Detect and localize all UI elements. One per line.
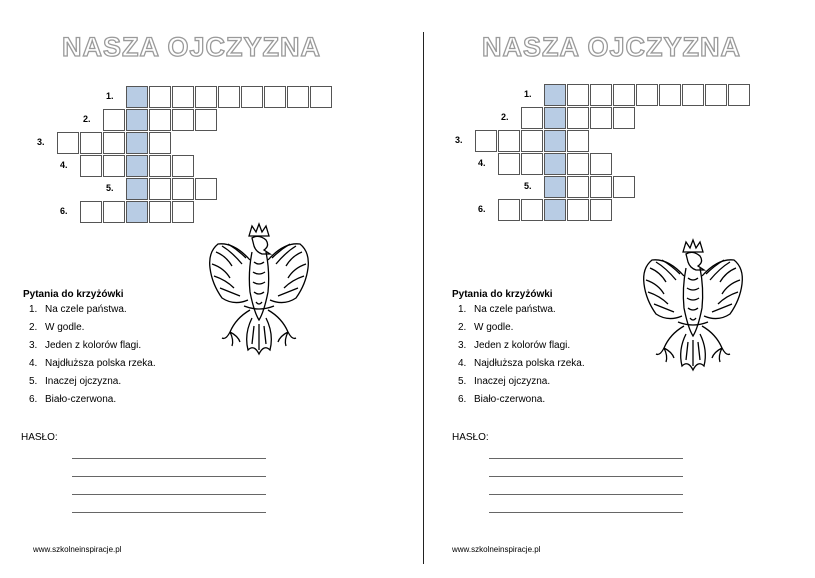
- crossword-cell[interactable]: [590, 84, 612, 106]
- answer-line[interactable]: [72, 512, 266, 513]
- crossword-cell[interactable]: [705, 84, 727, 106]
- crossword-cell[interactable]: [567, 107, 589, 129]
- crossword-cell[interactable]: [149, 178, 171, 200]
- question-item: 2. W godle.: [458, 322, 514, 333]
- crossword-cell[interactable]: [590, 153, 612, 175]
- password-cell[interactable]: [544, 84, 566, 106]
- crossword-cell[interactable]: [149, 132, 171, 154]
- crossword-cell[interactable]: [172, 155, 194, 177]
- crossword-cell[interactable]: [682, 84, 704, 106]
- crossword-cell[interactable]: [172, 201, 194, 223]
- worksheet-right: [418, 0, 815, 578]
- crossword-cell[interactable]: [172, 109, 194, 131]
- answer-label: HASŁO:: [21, 432, 58, 443]
- question-item: 5. Inaczej ojczyzna.: [29, 376, 122, 387]
- crossword-row-number: 4.: [60, 160, 68, 170]
- crossword-cell[interactable]: [659, 84, 681, 106]
- crossword-cell[interactable]: [172, 178, 194, 200]
- polish-eagle-emblem-icon: [204, 222, 314, 372]
- crossword-row-number: 3.: [455, 135, 463, 145]
- answer-line[interactable]: [72, 494, 266, 495]
- question-item: 1. Na czele państwa.: [458, 304, 556, 315]
- crossword-cell[interactable]: [498, 199, 520, 221]
- question-item: 4. Najdłuższa polska rzeka.: [458, 358, 585, 369]
- crossword-cell[interactable]: [567, 176, 589, 198]
- crossword-cell[interactable]: [728, 84, 750, 106]
- password-cell[interactable]: [126, 155, 148, 177]
- crossword-row-number: 6.: [60, 206, 68, 216]
- crossword-cell[interactable]: [567, 130, 589, 152]
- crossword-row-number: 6.: [478, 204, 486, 214]
- questions-heading: Pytania do krzyżówki: [23, 289, 124, 300]
- answer-line[interactable]: [489, 476, 683, 477]
- questions-list: [23, 304, 156, 412]
- crossword-cell[interactable]: [310, 86, 332, 108]
- worksheet-left: [0, 0, 407, 578]
- password-cell[interactable]: [126, 86, 148, 108]
- crossword-row-number: 2.: [501, 112, 509, 122]
- crossword-cell[interactable]: [590, 176, 612, 198]
- answer-line[interactable]: [489, 494, 683, 495]
- password-cell[interactable]: [126, 132, 148, 154]
- question-item: 2. W godle.: [29, 322, 85, 333]
- questions-heading: Pytania do krzyżówki: [452, 289, 553, 300]
- crossword-row-number: 1.: [106, 91, 114, 101]
- question-item: 3. Jeden z kolorów flagi.: [29, 340, 142, 351]
- crossword-cell[interactable]: [172, 86, 194, 108]
- crossword-cell[interactable]: [498, 130, 520, 152]
- crossword-cell[interactable]: [613, 176, 635, 198]
- crossword-cell[interactable]: [521, 130, 543, 152]
- password-cell[interactable]: [544, 199, 566, 221]
- crossword-cell[interactable]: [521, 199, 543, 221]
- questions-list: [452, 304, 585, 412]
- password-cell[interactable]: [544, 130, 566, 152]
- crossword-cell[interactable]: [264, 86, 286, 108]
- crossword-cell[interactable]: [567, 84, 589, 106]
- crossword-cell[interactable]: [613, 107, 635, 129]
- question-item: 6. Biało-czerwona.: [458, 394, 546, 405]
- question-item: 3. Jeden z kolorów flagi.: [458, 340, 571, 351]
- crossword-cell[interactable]: [636, 84, 658, 106]
- answer-line[interactable]: [489, 512, 683, 513]
- crossword-cell[interactable]: [103, 155, 125, 177]
- crossword-cell[interactable]: [475, 130, 497, 152]
- answer-line[interactable]: [72, 458, 266, 459]
- crossword-cell[interactable]: [149, 86, 171, 108]
- crossword-cell[interactable]: [103, 109, 125, 131]
- crossword-cell[interactable]: [149, 201, 171, 223]
- crossword-cell[interactable]: [195, 109, 217, 131]
- crossword-cell[interactable]: [149, 109, 171, 131]
- answer-label: HASŁO:: [452, 432, 489, 443]
- answer-line[interactable]: [489, 458, 683, 459]
- question-item: 6. Biało-czerwona.: [29, 394, 117, 405]
- crossword-row-number: 3.: [37, 137, 45, 147]
- crossword-cell[interactable]: [57, 132, 79, 154]
- crossword-cell[interactable]: [149, 155, 171, 177]
- crossword-row-number: 4.: [478, 158, 486, 168]
- crossword-cell[interactable]: [195, 86, 217, 108]
- crossword-cell[interactable]: [218, 86, 240, 108]
- crossword-cell[interactable]: [521, 153, 543, 175]
- crossword-cell[interactable]: [103, 201, 125, 223]
- crossword-cell[interactable]: [195, 178, 217, 200]
- password-cell[interactable]: [544, 176, 566, 198]
- password-cell[interactable]: [126, 178, 148, 200]
- crossword-cell[interactable]: [613, 84, 635, 106]
- question-item: 1. Na czele państwa.: [29, 304, 127, 315]
- answer-line[interactable]: [72, 476, 266, 477]
- worksheet-title: NASZA OJCZYZNA: [61, 32, 321, 62]
- crossword-cell[interactable]: [80, 201, 102, 223]
- password-cell[interactable]: [544, 107, 566, 129]
- crossword-row-number: 2.: [83, 114, 91, 124]
- crossword-row-number: 5.: [106, 183, 114, 193]
- crossword-cell[interactable]: [590, 107, 612, 129]
- crossword-cell[interactable]: [521, 107, 543, 129]
- footer-url[interactable]: www.szkolneinspiracje.pl: [33, 545, 122, 554]
- password-cell[interactable]: [126, 201, 148, 223]
- crossword-cell[interactable]: [567, 153, 589, 175]
- worksheet-title: NASZA OJCZYZNA: [481, 32, 741, 62]
- crossword-cell[interactable]: [567, 199, 589, 221]
- crossword-row-number: 1.: [524, 89, 532, 99]
- crossword-cell[interactable]: [80, 155, 102, 177]
- crossword-cell[interactable]: [590, 199, 612, 221]
- question-item: 4. Najdłuższa polska rzeka.: [29, 358, 156, 369]
- crossword-cell[interactable]: [287, 86, 309, 108]
- crossword-cell[interactable]: [80, 132, 102, 154]
- password-cell[interactable]: [544, 153, 566, 175]
- polish-eagle-emblem-icon: [638, 238, 748, 388]
- footer-url[interactable]: www.szkolneinspiracje.pl: [452, 545, 541, 554]
- password-cell[interactable]: [126, 109, 148, 131]
- crossword-cell[interactable]: [498, 153, 520, 175]
- crossword-cell[interactable]: [103, 132, 125, 154]
- crossword-cell[interactable]: [241, 86, 263, 108]
- question-item: 5. Inaczej ojczyzna.: [458, 376, 551, 387]
- crossword-row-number: 5.: [524, 181, 532, 191]
